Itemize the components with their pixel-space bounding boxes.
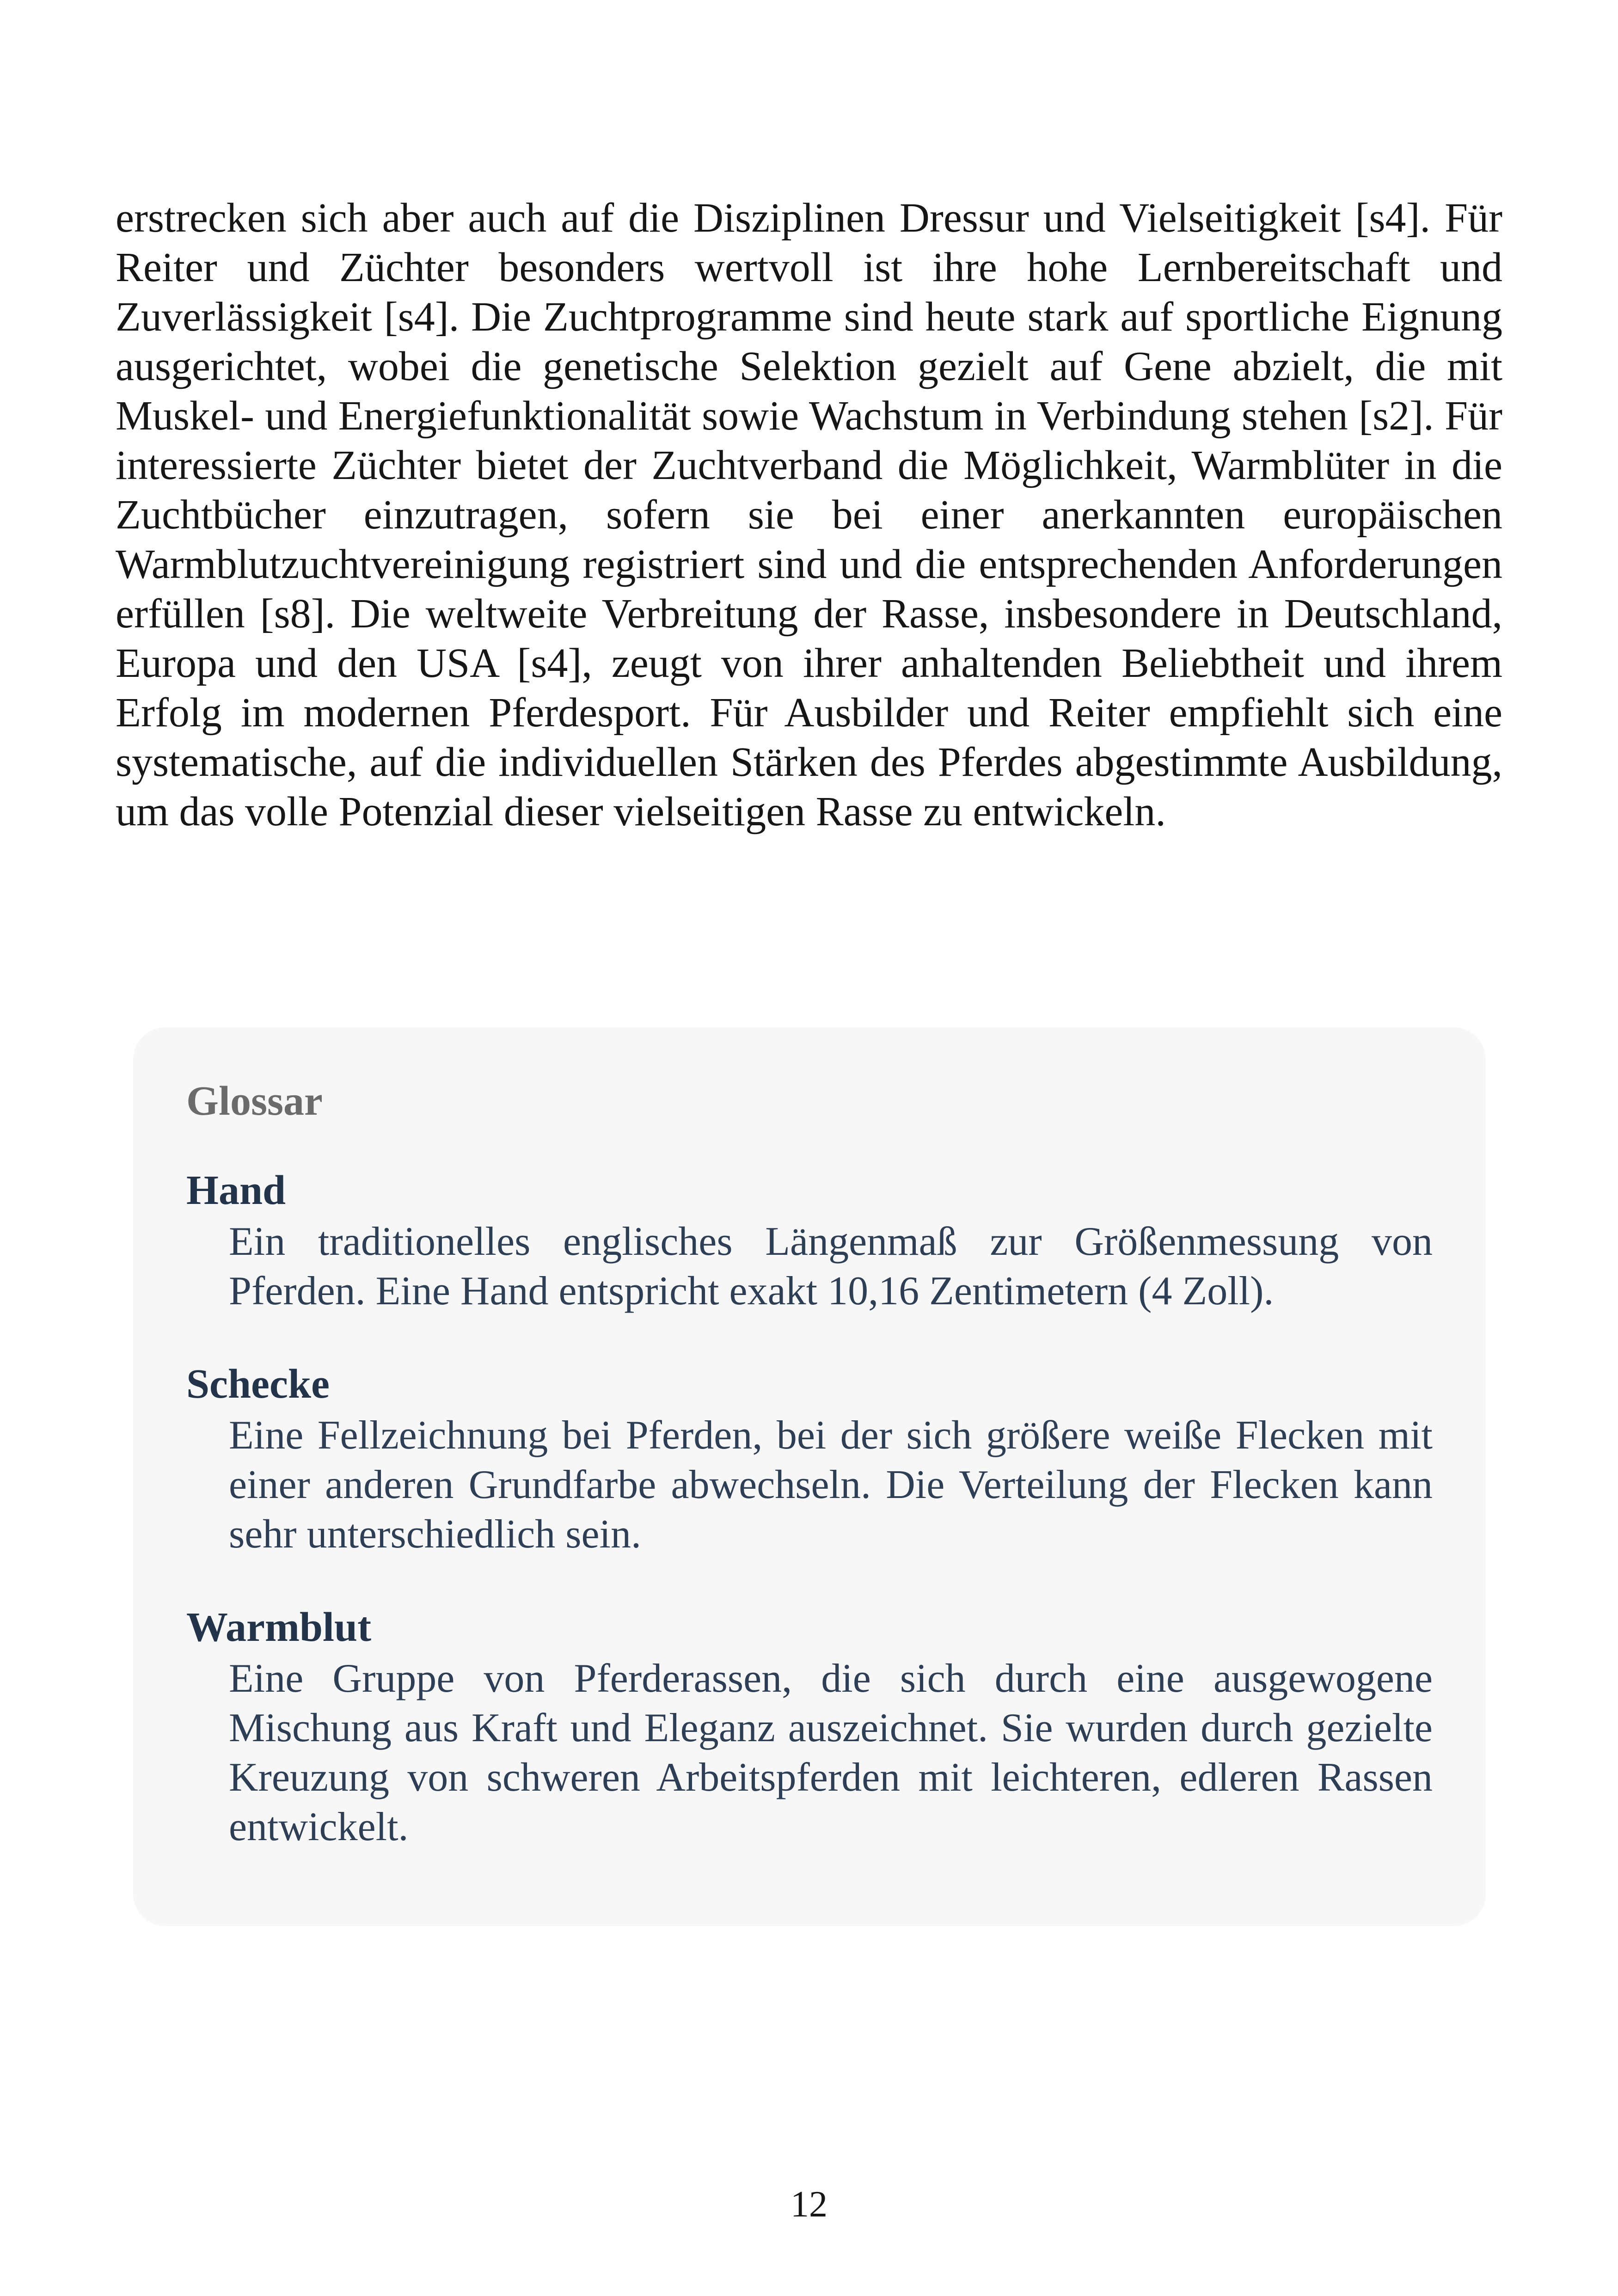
glossary-definition: Eine Gruppe von Pferderassen, die sich durch eine ausgewogene Mischung aus Kraft und Eleganz auszeichnet. Sie wurden durch gezielte Kreuzung von schweren Arbeitspferden mit leichteren, edleren Rassen entwickelt. — [229, 1656, 1433, 1849]
glossary-entry-warmblut — [186, 1601, 1433, 1852]
glossary-title: Glossar — [186, 1078, 323, 1124]
glossary-term: Schecke — [186, 1361, 330, 1407]
glossary-definition: Eine Fellzeichnung bei Pferden, bei der sich größere weiße Flecken mit einer anderen Grundfarbe abwechseln. Die Verteilung der Flecken kann sehr unterschiedlich sein. — [229, 1413, 1433, 1557]
body-paragraph: erstrecken sich aber auch auf die Disziplinen Dressur und Vielseitigkeit [s4]. Für Reiter und Züchter besonders wertvoll ist ihre hohe Lernbereitschaft und Zuverlässigkeit [s4]. Die Zuchtprogramme sind heute stark auf sportliche Eignung ausgerichtet, wobei die genetische Selektion gezielt auf Gene abzielt, die mit Muskel- und Energiefunktionalität sowie Wachstum in Verbindung stehen [s2]. Für interessierte Züchter bietet der Zuchtverband die Möglichkeit, Warmblüter in die Zuchtbücher einzutragen, sofern sie bei einer anerkannten europäischen Warmblutzuchtvereinigung registriert sind und die entsprechenden Anforderungen erfüllen [s8]. Die weltweite Verbreitung der Rasse, insbesondere in Deutschland, Europa und den USA [s4], zeugt von ihrer anhaltenden Beliebtheit und ihrem Erfolg im modernen Pferdesport. Für Ausbilder und Reiter empfiehlt sich eine systematische, auf die individuellen Stärken des Pferdes abgestimmte Ausbildung, um das volle Potenzial dieser vielseitigen Rasse zu entwickeln. — [116, 195, 1502, 835]
glossary-box — [133, 1027, 1486, 1926]
glossary-entry-schecke — [186, 1357, 1433, 1559]
glossary-term: Warmblut — [186, 1604, 372, 1650]
glossary-definition: Ein traditionelles englisches Längenmaß zur Größenmessung von Pferden. Eine Hand entspricht exakt 10,16 Zentimetern (4 Zoll). — [229, 1219, 1433, 1314]
glossary-entry-hand — [186, 1164, 1433, 1316]
page-number: 12 — [791, 2184, 827, 2225]
glossary-term: Hand — [186, 1167, 286, 1213]
